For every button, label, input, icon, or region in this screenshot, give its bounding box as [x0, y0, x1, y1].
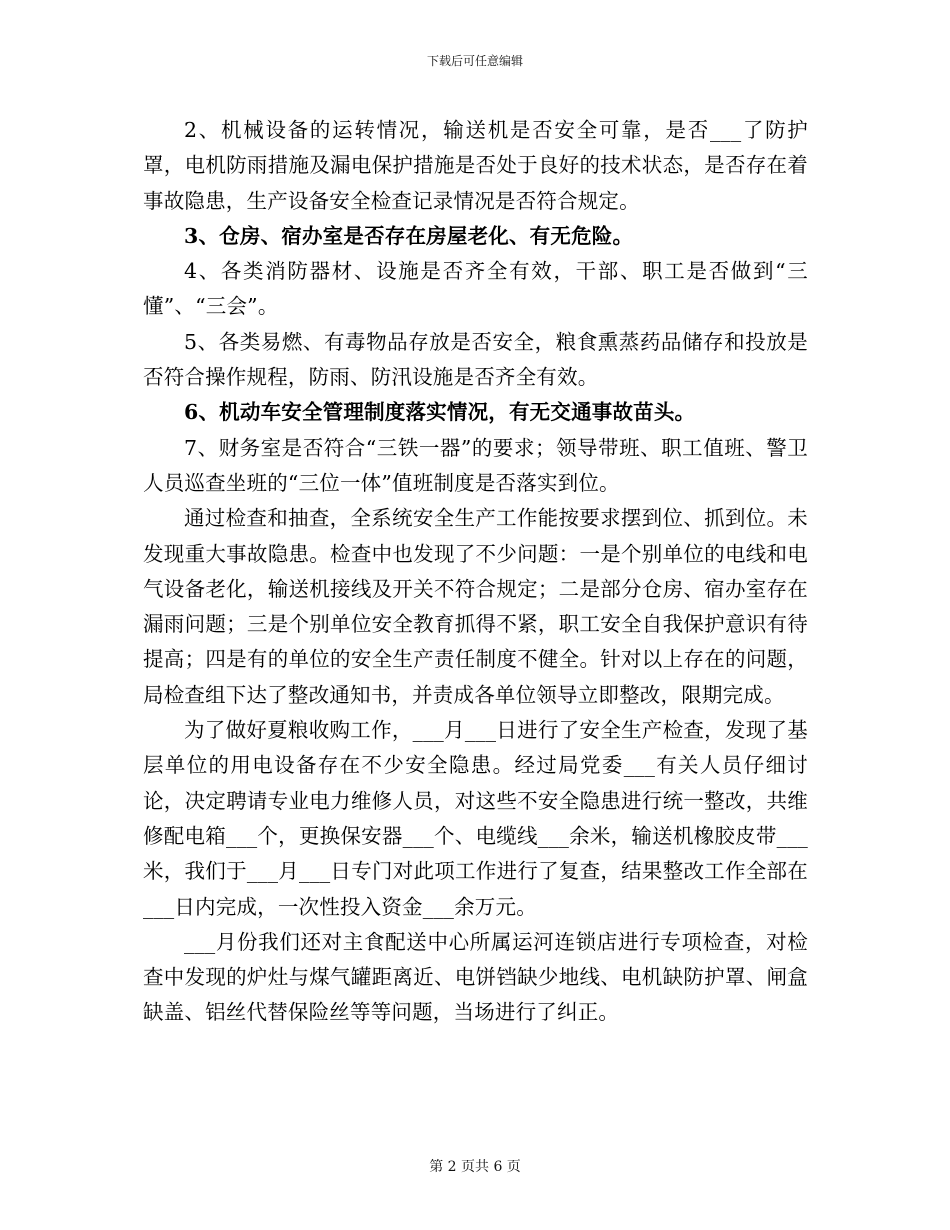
- paragraph-summer-grain-check: 为了做好夏粮收购工作，___月___日进行了安全生产检查，发现了基层单位的用电设备存在不少安全隐患。经过局党委___有关人员仔细讨论，决定聘请专业电力维修人员，对这些不安全隐患进行统一整改，共维修配电箱___个，更换保安器___个、电缆线___余米，输送机橡胶皮带___米，我们于___月___日专门对此项工作进行了复查，结果整改工作全部在___日内完成，一次性投入资金___余万元。: [143, 718, 808, 919]
- page-header-note: 下载后可任意编辑: [426, 54, 523, 68]
- paragraph-item-4: 4、各类消防器材、设施是否齐全有效，干部、职工是否做到“三懂”、“三会”。: [143, 259, 808, 319]
- paragraph-canal-store-check: ___月份我们还对主食配送中心所属运河连锁店进行专项检查，对检查中发现的炉灶与煤气罐距离近、电饼铛缺少地线、电机缺防护罩、闸盒缺盖、铝丝代替保险丝等等问题，当场进行了纠正。: [143, 929, 808, 1025]
- paragraph-item-2: 2、机械设备的运转情况，输送机是否安全可靠，是否___了防护罩，电机防雨措施及漏电保护措施是否处于良好的技术状态，是否存在着事故隐患，生产设备安全检查记录情况是否符合规定。: [143, 118, 808, 213]
- document-body: [143, 113, 808, 1031]
- paragraph-inspection-findings: 通过检查和抽查，全系统安全生产工作能按要求摆到位、抓到位。未发现重大事故隐患。检查中也发现了不少问题：一是个别单位的电线和电气设备老化，输送机接线及开关不符合规定；二是部分仓房、宿办室存在漏雨问题；三是个别单位安全教育抓得不紧，职工安全自我保护意识有待提高；四是有的单位的安全生产责任制度不健全。针对以上存在的问题，局检查组下达了整改通知书，并责成各单位领导立即整改，限期完成。: [143, 506, 808, 707]
- paragraph-item-7: 7、财务室是否符合“三铁一器”的要求；领导带班、职工值班、警卫人员巡查坐班的“三位一体”值班制度是否落实到位。: [143, 435, 808, 495]
- page-number-footer: 第 2 页共 6 页: [429, 1159, 521, 1175]
- paragraph-item-6: 6、机动车安全管理制度落实情况，有无交通事故苗头。: [184, 400, 696, 425]
- paragraph-item-3: 3、仓房、宿办室是否存在房屋老化、有无危险。: [184, 223, 634, 248]
- paragraph-item-5: 5、各类易燃、有毒物品存放是否安全，粮食熏蒸药品储存和投放是否符合操作规程，防雨、防汛设施是否齐全有效。: [143, 329, 808, 390]
